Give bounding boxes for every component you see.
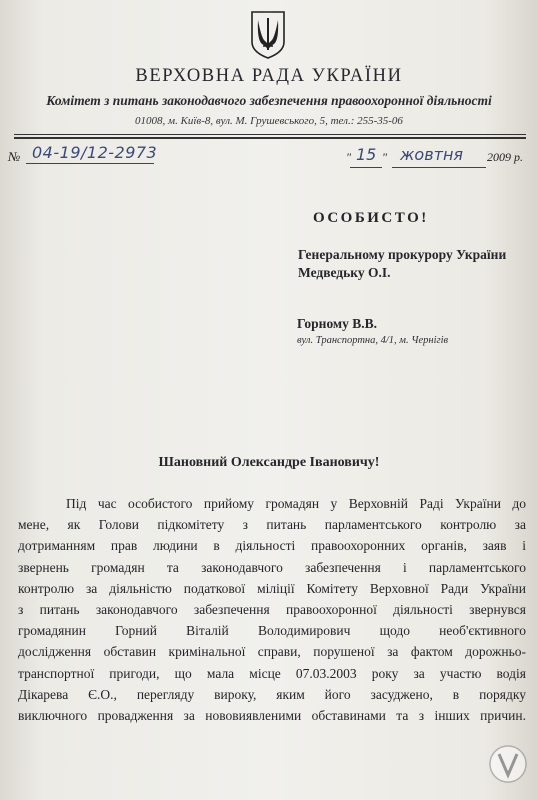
recipient-1-name: Медведьку О.І. bbox=[298, 265, 391, 280]
header-divider-bold bbox=[14, 137, 526, 139]
recipient-1-title: Генеральному прокурору України bbox=[298, 247, 507, 262]
body-line: Під час особистого прийому громадян у Верховній Раді України до bbox=[66, 496, 526, 511]
body-line: мене, як Голови підкомітету з питань парламентського контролю за bbox=[18, 517, 526, 533]
date-day-underline bbox=[350, 167, 382, 168]
registration-number-underline bbox=[26, 163, 154, 164]
body-line: транспортної пригоди, що мала місце 07.03.2003 року за участю водія bbox=[18, 665, 526, 681]
recipient-2-name: Горному В.В. bbox=[297, 316, 378, 331]
header-divider bbox=[14, 134, 526, 135]
letter-body bbox=[18, 493, 526, 726]
date-close-quote: " bbox=[382, 150, 388, 164]
publisher-logo-icon bbox=[488, 744, 528, 784]
body-line: дослідження обставин кримінальної справи, порушеної за фактом дорожньо- bbox=[18, 644, 526, 660]
body-line: громадянин Горний Віталій Володимирович щодо необ'єктивного bbox=[18, 623, 526, 639]
body-line: звернень громадян та законодавчого забезпечення і парламентського bbox=[18, 559, 526, 575]
committee-name: Комітет з питань законодавчого забезпечення правоохоронної діяльності bbox=[46, 93, 492, 108]
recipient-2-address: вул. Транспортна, 4/1, м. Чернігів bbox=[297, 335, 449, 346]
organization-title: ВЕРХОВНА РАДА УКРАЇНИ bbox=[135, 66, 403, 86]
trident-coat-of-arms-icon bbox=[250, 10, 286, 60]
organization-address: 01008, м. Київ-8, вул. М. Грушевського, 5, тел.: 255-35-06 bbox=[135, 115, 403, 127]
body-line: дотриманням прав людини в діяльності правоохоронних органів, заяв і bbox=[18, 538, 526, 554]
body-line: з питань законодавчого забезпечення правоохоронної діяльності звернувся bbox=[18, 601, 526, 617]
personal-marking: ОСОБИСТО! bbox=[313, 210, 429, 226]
body-line: контролю за діяльністю податкової міліції Комітету Верховної Ради України bbox=[18, 580, 526, 596]
registration-number-label: № bbox=[8, 149, 21, 164]
body-line: Дікарева Є.О., перегляду вироку, яким його засуджено, в порядку bbox=[18, 686, 526, 702]
date-month-underline bbox=[392, 167, 486, 168]
date-month: жовтня bbox=[400, 145, 464, 164]
date-year: 2009 р. bbox=[487, 150, 523, 164]
date-open-quote: " bbox=[346, 150, 352, 164]
registration-number: 04-19/12-2973 bbox=[32, 143, 158, 162]
body-line: виключного провадження за нововиявленими обставинами та з інших причин. bbox=[18, 707, 526, 723]
date-day: 15 bbox=[356, 145, 377, 164]
salutation: Шановний Олександре Івановичу! bbox=[158, 455, 380, 470]
